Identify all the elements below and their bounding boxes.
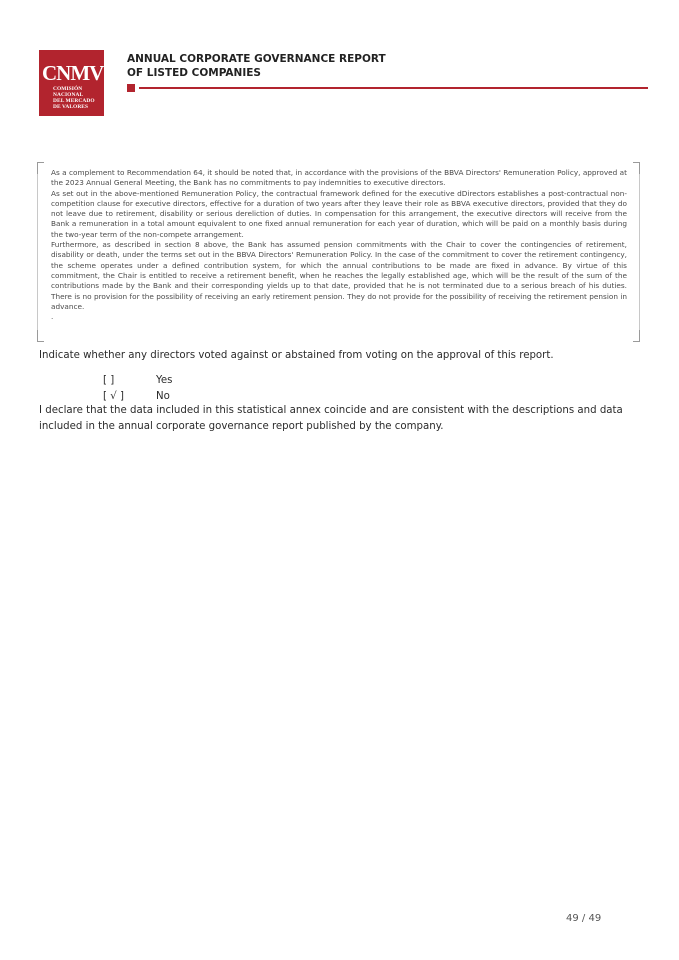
logo-line: NACIONAL	[53, 92, 84, 98]
logo-line: DE VALORES	[53, 104, 89, 110]
report-title	[127, 52, 386, 80]
option-yes-label: Yes	[156, 375, 173, 386]
report-title-line1: ANNUAL CORPORATE GOVERNANCE REPORT	[127, 53, 386, 65]
option-yes-checkbox[interactable]: [ ]	[103, 375, 115, 386]
cnmv-logo	[39, 50, 104, 116]
logo-line: DEL MERCADO	[53, 98, 95, 104]
notes-text	[51, 168, 627, 322]
box-left-border	[37, 174, 38, 330]
option-no-checkbox[interactable]: [ √ ]	[103, 391, 124, 402]
header-divider	[139, 87, 648, 89]
logo-subtitle	[42, 86, 101, 110]
notes-paragraph: As a complement to Recommendation 64, it should be noted that, in accordance with the provisions of the BBVA Directors' Remuneration Policy, approved at the 2023 Annual General Meeting, the Bank has no commitments to pay indemnities to executive directors.	[51, 168, 627, 188]
declaration-text: I declare that the data included in this statistical annex coincide and are consistent with the descriptions and data included in the annual corporate governance report published by the company.	[39, 405, 623, 432]
logo-mark: CNMV	[42, 61, 104, 85]
box-right-border	[639, 174, 640, 330]
notes-box	[37, 162, 640, 342]
page-number: 49 / 49	[566, 913, 602, 924]
voting-question: Indicate whether any directors voted against or abstained from voting on the approval of this report.	[39, 350, 554, 361]
bracket-bottom-left	[37, 329, 44, 342]
report-title-line2: OF LISTED COMPANIES	[127, 67, 261, 79]
bracket-top-left	[37, 162, 44, 175]
notes-paragraph: As set out in the above-mentioned Remuneration Policy, the contractual framework defined for the executive dDirectors establishes a post-contractual non-competition clause for executive directors, effective for a duration of two years after they leave their role as BBVA executive directors, provided that they do not leave due to retirement, disability or serious dereliction of duties. In compensation for this arrangement, the executive directors will receive from the Bank a remuneration in a total amount equivalent to one fixed annual remuneration for each year of duration, which will be paid on a monthly basis during the two-year term of the non-compete arrangement.	[51, 188, 627, 239]
header-accent-square	[127, 84, 135, 92]
logo-line: COMISIÓN	[53, 86, 83, 92]
bracket-bottom-right	[633, 329, 640, 342]
option-no-label: No	[156, 391, 170, 402]
notes-paragraph: .	[51, 312, 54, 322]
notes-paragraph: Furthermore, as described in section 8 above, the Bank has assumed pension commitments with the Chair to cover the contingencies of retirement, disability or death, under the terms set out in the BBVA Directors' Remuneration Policy. In the case of the commitment to cover the retirement contingency, the scheme operates under a defined contribution system, for which the annual contributions to be made are fixed in advance. By virtue of this commitment, the Chair is entitled to receive a retirement benefit, when he reaches the legally established age, which will be the result of the sum of the contributions made by the Bank and their corresponding yields up to that date, provided that he is not terminated due to a serious breach of his duties. There is no provision for the possibility of receiving an early retirement pension. They do not provide for the possibility of receiving the retirement pension in advance.	[51, 240, 627, 311]
